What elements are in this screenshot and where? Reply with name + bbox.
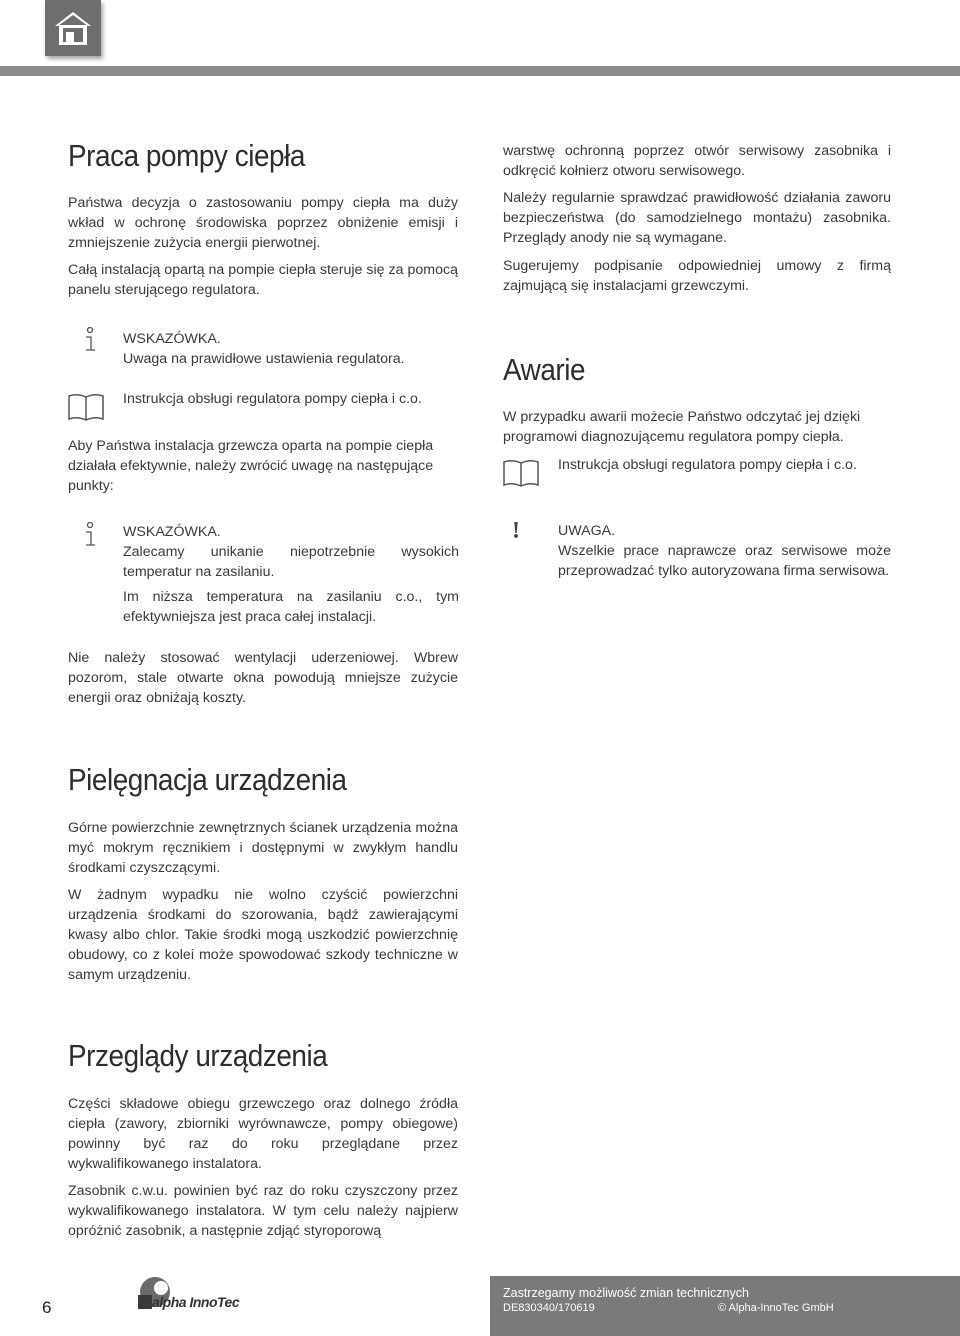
warning-icon: ! [512, 518, 520, 544]
book-icon [67, 392, 105, 422]
warning-text: Wszelkie prace naprawcze oraz serwisowe może przeprowadzać tylko autoryzowana firma serwisowa. [558, 543, 891, 579]
paragraph: Górne powierzchnie zewnętrznych ścianek urządzenia można myć mokrym ręcznikiem i dostępnymi w zwykłym handlu środkami czyszczącymi. [68, 820, 458, 876]
home-button[interactable] [45, 0, 101, 56]
heading-praca-pompy: Praca pompy ciepła [68, 138, 305, 173]
heading-pielegnacja: Pielęgnacja urządzenia [68, 762, 347, 797]
book-reference: Instrukcja obsługi regulatora pompy ciepła i c.o. [558, 457, 857, 473]
footer-doc-code: DE830340/170619 [503, 1302, 595, 1314]
header-bar [0, 66, 960, 76]
note-text: Uwaga na prawidłowe ustawienia regulatora. [123, 351, 405, 367]
book-reference: Instrukcja obsługi regulatora pompy ciepła i c.o. [123, 391, 422, 407]
book-icon [502, 458, 540, 488]
paragraph: W przypadku awarii możecie Państwo odczytać jej dzięki programowi diagnozującemu regulatora pompy ciepła. [503, 409, 861, 445]
note-title: WSKAZÓWKA. [123, 524, 221, 540]
footer-notice: Zastrzegamy możliwość zmian technicznych [503, 1286, 749, 1300]
info-icon [82, 327, 98, 353]
paragraph: Całą instalacją opartą na pompie ciepła steruje się za pomocą panelu sterującego regulatora. [68, 262, 458, 298]
note-title: WSKAZÓWKA. [123, 331, 221, 347]
heading-przeglady: Przeglądy urządzenia [68, 1038, 328, 1073]
heading-awarie: Awarie [503, 352, 586, 387]
paragraph: W żadnym wypadku nie wolno czyścić powierzchni urządzenia środkami do szorowania, bądź zawierającymi kwasy albo chlor. Takie środki mogą uszkodzić powierzchnię obudowy, co z kolei może spowodować szkody techniczne w samym urządzeniu. [68, 887, 458, 983]
footer-copyright: © Alpha-InnoTec GmbH [718, 1302, 834, 1314]
paragraph: warstwę ochronną poprzez otwór serwisowy zasobnika i odkręcić kołnierz otworu serwisowego. [503, 143, 891, 179]
paragraph: Należy regularnie sprawdzać prawidłowość działania zaworu bezpieczeństwa (do samodzielnego montażu) zasobnika. Przeglądy anody nie są wymagane. [503, 190, 891, 246]
paragraph: Państwa decyzja o zastosowaniu pompy ciepła ma duży wkład w ochronę środowiska poprzez obniżenie emisji i zmniejszenie zużycia energii pierwotnej. [68, 195, 458, 251]
paragraph: Części składowe obiegu grzewczego oraz dolnego źródła ciepła (zawory, zbiorniki wyrównawcze, pompy obiegowe) powinny być raz do roku przeglądane przez wykwalifikowanego instalatora. [68, 1096, 458, 1172]
logo-text: alpha InnoTec [152, 1294, 240, 1310]
page-number: 6 [42, 1298, 52, 1317]
warning-title: UWAGA. [558, 523, 616, 539]
info-icon [82, 522, 98, 548]
note-text: Zalecamy unikanie niepotrzebnie wysokich temperatur na zasilaniu. [123, 544, 459, 580]
home-icon [51, 6, 95, 50]
paragraph: Nie należy stosować wentylacji uderzeniowej. Wbrew pozorom, stale otwarte okna powodują mniejsze zużycie energii oraz obniżają koszty. [68, 650, 458, 706]
paragraph: Zasobnik c.w.u. powinien być raz do roku czyszczony przez wykwalifikowanego instalatora. W tym celu należy najpierw opróżnić zasobnik, a następnie zdjąć styroporową [68, 1183, 458, 1239]
note-text: Im niższa temperatura na zasilaniu c.o., tym efektywniejsza jest praca całej instalacji. [123, 589, 459, 625]
paragraph: Aby Państwa instalacja grzewcza oparta na pompie ciepła działała efektywnie, należy zwrócić uwagę na następujące punkty: [68, 438, 434, 494]
paragraph: Sugerujemy podpisanie odpowiedniej umowy z firmą zajmującą się instalacjami grzewczymi. [503, 258, 891, 294]
